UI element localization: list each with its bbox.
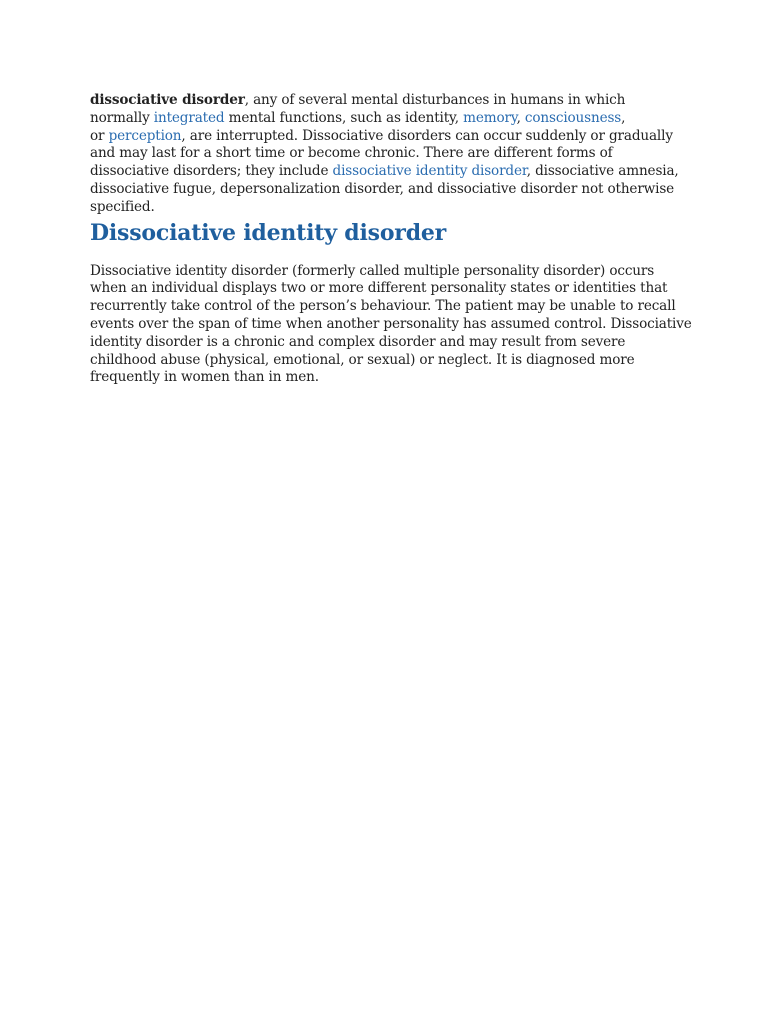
intro-text: or [90,127,109,144]
intro-paragraph [90,92,682,217]
intro-line-6: dissociative fugue, depersonalization disorder, and dissociative disorder not otherwise [90,180,675,197]
section-line: events over the span of time when another personality has assumed control. Dissociative [90,315,692,332]
intro-line-2 [90,110,682,128]
section-line: childhood abuse (physical, emotional, or sexual) or neglect. It is diagnosed more [90,351,635,368]
link-dissociative-identity-disorder[interactable]: dissociative identity disorder [332,163,527,180]
link-consciousness[interactable]: consciousness [524,109,622,126]
section-heading: Dissociative identity disorder [90,219,447,246]
defined-term: dissociative disorder [90,92,245,108]
intro-text: , [621,109,626,126]
section-paragraph [90,262,692,388]
intro-line-1 [90,92,682,110]
intro-text: , [516,109,525,126]
section-line: recurrently take control of the person’s behaviour. The patient may be unable to recall [90,298,676,315]
section-line: when an individual displays two or more different personality states or identities that [90,280,668,297]
intro-text: mental functions, such as identity, [224,109,464,126]
section-line: frequently in women than in men. [90,369,319,386]
link-integrated[interactable]: integrated [153,109,225,126]
article [90,92,692,387]
link-memory[interactable]: memory [463,109,517,126]
intro-text: , are interrupted. Dissociative disorders can occur suddenly or gradually [181,127,673,144]
link-perception[interactable]: perception [108,127,182,144]
intro-text: , any of several mental disturbances in humans in which [244,92,626,108]
intro-line-7: specified. [90,198,155,215]
section-line: Dissociative identity disorder (formerly called multiple personality disorder) occurs [90,262,655,279]
section-line: identity disorder is a chronic and complex disorder and may result from severe [90,333,626,350]
intro-line-5 [90,163,682,181]
intro-text: , dissociative amnesia, [526,163,679,180]
intro-line-3 [90,128,682,146]
intro-line-4: and may last for a short time or become chronic. There are different forms of [90,145,613,162]
intro-text: dissociative disorders; they include [90,163,333,180]
intro-text: normally [90,109,154,126]
